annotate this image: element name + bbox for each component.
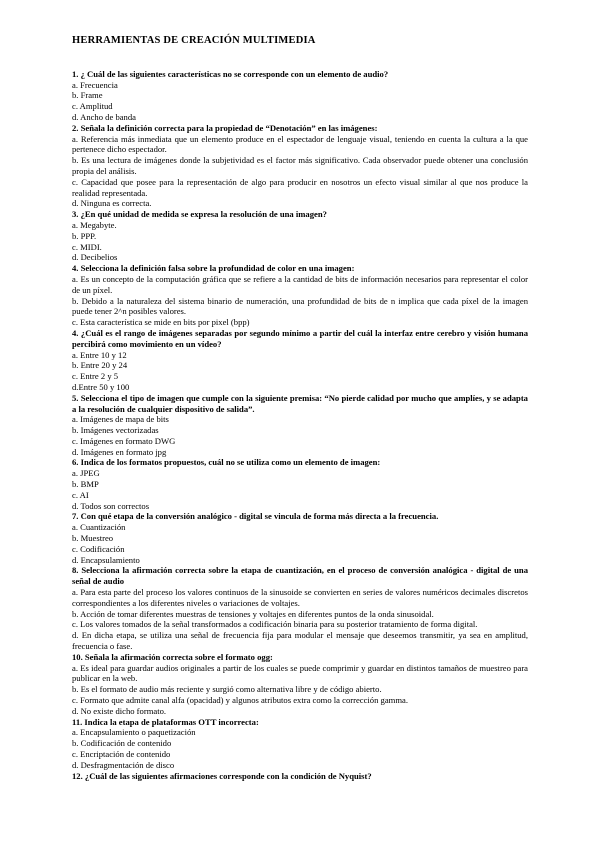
answer-option: b. PPP.	[72, 230, 97, 241]
answer-option: c. Imágenes en formato DWG	[72, 435, 176, 446]
answer-option: a. Cuantización	[72, 522, 126, 533]
question-text	[72, 328, 528, 350]
answer-option: c. AI	[72, 489, 89, 500]
question-text	[72, 717, 528, 728]
answer-option: c. Los valores tomados de la señal transformados a codificación binaria para su posterior tratamiento de forma digital.	[72, 619, 478, 630]
answer-option: a. JPEG	[72, 468, 100, 479]
answer-option: b. Imágenes vectorizadas	[72, 425, 159, 436]
question-block	[72, 511, 528, 565]
question-tail: :	[255, 716, 259, 727]
question-block	[72, 457, 528, 511]
question-stem: 1. ¿ Cuál de las siguientes características no se corresponde con un elemento de audio?	[72, 68, 389, 79]
question-stem: 4. ¿Cuál es el rango de imágenes separadas por segundo mínimo a partir del cuál la interfaz entre cerebro y visión humana percibirá como movimiento en un vídeo?	[72, 327, 528, 349]
answer-option: c. Esta característica se mide en bits por pixel (bpp)	[72, 317, 250, 328]
question-text	[72, 457, 528, 468]
answer-option: c. Entre 2 y 5	[72, 371, 119, 382]
answer-option: a. Megabyte.	[72, 219, 117, 230]
question-block	[72, 393, 528, 458]
question-stem: 6. Indica de los formatos propuestos, cuál no se utiliza como un elemento de imagen	[72, 457, 378, 468]
question-stem: 7. Con qué etapa de la conversión analógico - digital se vincula de forma más directa a la frecuencia	[72, 511, 437, 522]
answer-option: c. MIDI.	[72, 241, 102, 252]
question-tail: :	[374, 122, 378, 133]
question-tail: :	[377, 457, 381, 468]
answer-option: a. Para esta parte del proceso los valores continuos de la sinusoide se convierten en series de valores numéricos decimales discretos correspondientes a los diferentes niveles o variaciones de voltajes.	[72, 587, 528, 608]
answer-option: a. Frecuencia	[72, 79, 118, 90]
question-text	[72, 209, 528, 220]
answer-option: d. En dicha etapa, se utiliza una señal de frecuencia fija para modular el mensaje que deseemos transmitir, ya sea en amplitud, frecuencia o fase.	[72, 630, 528, 652]
question-block	[72, 565, 528, 651]
answer-option: d. Desfragmentación de disco	[72, 759, 175, 770]
question-stem: 3. ¿En qué unidad de medida se expresa la resolución de una imagen?	[72, 209, 327, 220]
answer-option: c. Formato que admite canal alfa (opacidad) y algunos atributos extra como la corrección gamma.	[72, 695, 408, 706]
question-text	[72, 69, 528, 80]
question-tail: : “No pierde calidad por mucho que amplíes, y se adapta a la resolución de cualquier dispositivo de salida”.	[72, 392, 528, 414]
question-text	[72, 123, 528, 134]
question-tail: :	[270, 651, 273, 662]
answer-option: a. Es un concepto de la computación gráfica que se refiere a la cantidad de bits de información necesarios para representar el color de un píxel.	[72, 273, 528, 295]
answer-option: b. BMP	[72, 479, 99, 490]
answer-option: a. Encapsulamiento o paquetización	[72, 727, 196, 738]
question-stem: 12. ¿Cuál de las siguientes afirmaciones corresponde con la condición de Nyquist?	[72, 770, 372, 781]
answer-option: c. Amplitud	[72, 101, 113, 112]
question-text	[72, 652, 528, 663]
answer-option: d.Entre 50 y 100	[72, 381, 130, 392]
answer-option: b. Codificación de contenido	[72, 738, 172, 749]
answer-option: c. Capacidad que posee para la representación de algo para producir en nosotros un efecto visual similar al que nos produce la realidad representada.	[72, 176, 528, 198]
question-list	[72, 69, 528, 782]
answer-option: b. Debido a la naturaleza del sistema binario de numeración, una profundidad de bits de n implica que cada píxel de la imagen puede tener 2^n posibles valores.	[72, 295, 528, 317]
question-block	[72, 209, 528, 263]
answer-option: c. Codificación	[72, 543, 125, 554]
question-tail: :	[351, 263, 355, 274]
answer-option: a. Referencia más inmediata que un elemento produce en el espectador de lenguaje visual, teniendo en cuenta la cultura a la que pertenece dicho espectador.	[72, 133, 528, 155]
answer-option: d. Decibelios	[72, 252, 118, 263]
question-block	[72, 328, 528, 393]
question-stem: 8. Selecciona la afirmación correcta sobre la etapa de cuantización, en el proceso de conversión analógica - digital de una señal de audio	[72, 565, 528, 587]
question-text	[72, 263, 528, 274]
answer-option: a. Es ideal para guardar audios originales a partir de los cuales se puede comprimir y guardar en distintos tamaños de muestreo para publicar en la web.	[72, 662, 528, 684]
question-tail: .	[436, 511, 439, 522]
page-title: HERRAMIENTAS DE CREACIÓN MULTIMEDIA	[72, 35, 316, 46]
question-text	[72, 393, 528, 415]
answer-option: b. Frame	[72, 90, 103, 101]
answer-option: d. Ancho de banda	[72, 111, 136, 122]
question-text	[72, 771, 528, 782]
question-block	[72, 263, 528, 328]
answer-option: d. Encapsulamiento	[72, 554, 140, 565]
question-stem: 5. Selecciona el tipo de imagen que cumple con la siguiente premisa	[72, 392, 320, 403]
question-stem: 11. Indica la etapa de plataformas OTT incorrecta	[72, 716, 256, 727]
question-text	[72, 511, 528, 522]
answer-option: a. Imágenes de mapa de bits	[72, 414, 169, 425]
answer-option: d. No existe dicho formato.	[72, 705, 167, 716]
answer-option: b. Entre 20 y 24	[72, 360, 128, 371]
document-page	[72, 36, 528, 781]
answer-option: d. Todos son correctos	[72, 500, 150, 511]
question-block	[72, 652, 528, 717]
question-stem: 4. Selecciona la definición falsa sobre la profundidad de color en una imagen	[72, 263, 352, 274]
question-stem: 10. Señala la afirmación correcta sobre el formato ogg	[72, 651, 271, 662]
question-block	[72, 123, 528, 209]
answer-option: b. Acción de tomar diferentes muestras de tensiones y voltajes en diferentes puntos de la onda sinusoidal.	[72, 608, 434, 619]
answer-option: d. Ninguna es correcta.	[72, 198, 152, 209]
answer-option: d. Imágenes en formato jpg	[72, 446, 167, 457]
question-block	[72, 771, 528, 782]
question-stem: 2. Señala la definición correcta para la propiedad de “Denotación” en las imágenes	[72, 122, 375, 133]
answer-option: b. Es una lectura de imágenes donde la subjetividad es el factor más significativo. Cada observador puede obtener una conclusión propia del análisis.	[72, 155, 528, 176]
question-block	[72, 717, 528, 771]
answer-option: a. Entre 10 y 12	[72, 349, 127, 360]
answer-option: b. Muestreo	[72, 533, 114, 544]
question-block	[72, 69, 528, 123]
answer-option: b. Es el formato de audio más reciente y surgió como alternativa libre y de código abierto.	[72, 684, 382, 695]
answer-option: c. Encriptación de contenido	[72, 749, 171, 759]
question-text	[72, 565, 528, 587]
